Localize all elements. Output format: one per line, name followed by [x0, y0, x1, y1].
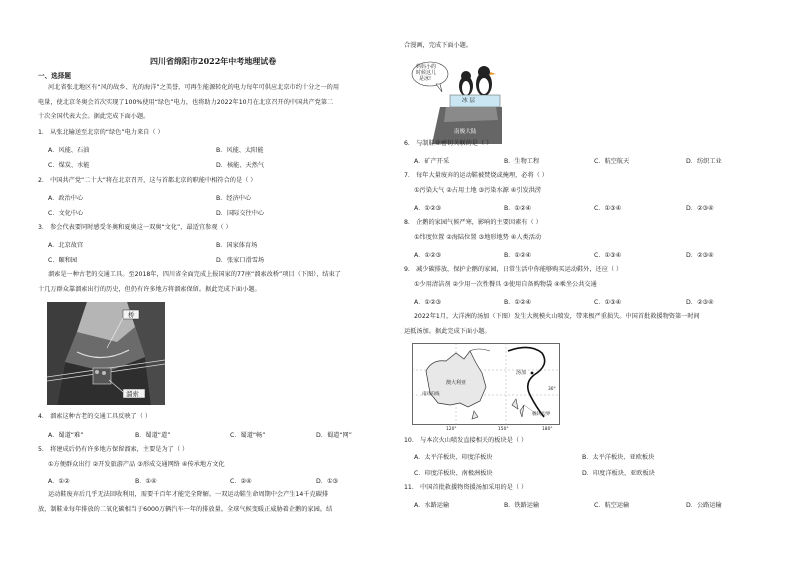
q8-statements: ①纬度位置 ②海陆位置 ③地形地势 ④人类活动: [414, 234, 542, 241]
q2-option-a[interactable]: A．政治中心: [48, 195, 84, 202]
section-heading: 一、选择题: [38, 72, 71, 80]
intro4-line2: 运抵汤加。据此完成下面小题。: [404, 328, 491, 335]
intro2-line1: 溜索是一种古老的交通工具。至2018年，四川省全面完成上报国家的77座“溜索改桥”项目（下图），结束了: [48, 271, 341, 278]
q6-option-c[interactable]: C．航空航天: [594, 158, 630, 165]
q4-option-c[interactable]: C．蜀道“畅”: [230, 432, 266, 439]
intro1-line3: 十次全国代表大会。据此完成下面小题。: [38, 113, 150, 120]
q11-stem: 11． 中国首批救援物资援汤加采用的是（ ）: [404, 484, 528, 491]
photo-label-zipline: 溜索: [126, 390, 139, 398]
q7-statements: ①污染大气 ②占用土地 ③污染水源 ④引发洪涝: [414, 187, 542, 194]
q11-option-c[interactable]: C．航空运输: [594, 502, 630, 509]
q4-stem: 4． 溜索这种古老的交通工具反映了（ ）: [38, 413, 152, 420]
q8-option-c[interactable]: C．①③④: [594, 252, 622, 259]
q6-option-d[interactable]: D．纺织工业: [686, 158, 722, 165]
q7-option-b[interactable]: B．①②④: [504, 205, 532, 212]
intro1-line2: 电量，使北京冬奥会首次实现了100%使用“绿色”电力，也将助力2022年10月在北京召开的中国共产党第二: [38, 99, 334, 106]
q3-option-d[interactable]: D．张家口滑雪场: [216, 257, 265, 264]
penguin-cartoon: [410, 60, 502, 144]
q1-option-d[interactable]: D．核能、天然气: [216, 162, 265, 169]
photo-label-bridge: 桥: [128, 311, 135, 319]
q10-stem: 10． 与本次火山喷发直接相关的板块是（ ）: [404, 437, 528, 444]
q7-stem: 7． 每年大量废弃的运动鞋被焚烧或掩埋，必将（ ）: [404, 172, 548, 179]
q9-option-c[interactable]: C．①③④: [594, 299, 622, 306]
q9-option-d[interactable]: D．②③④: [686, 299, 714, 306]
q10-option-a[interactable]: A．太平洋板块、印度洋板块: [414, 454, 493, 461]
q9-statements: ①少用清洁剂 ②少用一次性餐具 ③使用自备购物袋 ④乘坐公共交通: [414, 281, 597, 288]
q8-option-b[interactable]: B．①②④: [504, 252, 532, 259]
map-label-tonga: 汤加: [516, 370, 527, 376]
q3-option-c[interactable]: C．颐和园: [48, 257, 78, 264]
q11-option-d[interactable]: D．公路运输: [686, 502, 722, 509]
q1-option-b[interactable]: B．风能、太阳能: [216, 147, 264, 154]
intro3-line2: 放，制鞋业每年排放的二氧化碳相当于6000万辆汽车一年的排放量。全球气候变暖正威胁着企鹅的家园。结: [38, 506, 333, 513]
map-lat-label: 30°: [548, 387, 556, 392]
q5-option-c[interactable]: C．②④: [230, 478, 252, 485]
bubble-line3: 是冰!: [419, 76, 432, 82]
q8-option-d[interactable]: D．②③④: [686, 252, 714, 259]
q3-option-b[interactable]: B．国家体育场: [216, 242, 258, 249]
page-title: 四川省绵阳市2022年中考地理试卷: [150, 56, 277, 66]
intro3-line1: 运动鞋废弃后几乎无法回收利用，需要千百年才能完全降解。一双运动鞋生命周期中会产生14千克碳排: [48, 491, 329, 498]
antarctica-label: 南极大陆: [454, 129, 477, 135]
zipline-photo: [47, 302, 165, 405]
q7-option-c[interactable]: C．①③④: [594, 205, 622, 212]
q11-option-b[interactable]: B．铁路运输: [504, 502, 540, 509]
q9-stem: 9． 减少碳排放，保护企鹅的家园，日常生活中你能够购买运动鞋外，还应（ ）: [404, 266, 623, 273]
q9-option-a[interactable]: A．①②③: [414, 299, 442, 306]
intro4-line1: 2022年1月，大洋洲的汤加（下图）发生大规模火山喷发，带来极严重损失。中国首批救援物资第一时间: [414, 313, 700, 320]
ice-layer-label: 冰 层: [462, 98, 475, 104]
map-label-boundary: 板块边界: [532, 412, 551, 417]
right-intro: 合漫画，完成下面小题。: [404, 42, 473, 49]
intro1-line1: 河北省张北地区有“风的故乡、光的海洋”之美誉，可再生能源转化的电力每年可供应北京市约十分之一的用: [48, 84, 340, 91]
q6-option-a[interactable]: A．矿产开采: [414, 158, 450, 165]
q4-option-b[interactable]: B．蜀道“道”: [135, 432, 171, 439]
q5-stem: 5． 将建成后仍有许多地方保留溜索，主要是为了（ ）: [38, 446, 189, 453]
q7-option-a[interactable]: A．①②③: [414, 205, 442, 212]
q2-option-b[interactable]: B．经济中心: [216, 195, 252, 202]
q6-option-b[interactable]: B．生物工程: [504, 158, 540, 165]
q5-option-a[interactable]: A．①②: [48, 478, 70, 485]
q9-option-b[interactable]: B．①②④: [504, 299, 532, 306]
q8-stem: 8． 企鹅的家园气候严寒，影响的主要因素有（ ）: [404, 219, 542, 226]
q5-option-d[interactable]: D．①③: [316, 478, 339, 485]
q3-option-a[interactable]: A．北京故宫: [48, 242, 84, 249]
map-lon-120: 120°: [446, 427, 457, 432]
q2-stem: 2． 中国共产党“二十大”将在北京召开，这与首都北京的职能中相符合的是（ ）: [38, 177, 257, 184]
q2-option-d[interactable]: D．国际交往中心: [216, 210, 265, 217]
intro2-line2: 十几万群众靠溜索出行的历史，但仍有许多地方将溜索保留。据此完成下面小题。: [38, 286, 261, 293]
q1-option-a[interactable]: A．风能、石油: [48, 147, 90, 154]
bubble-line1: 妈妈小的: [416, 64, 437, 70]
q5-statements: ①方便群众出行 ②开发旅游产品 ③形成交通网络 ④传承地方文化: [48, 461, 225, 468]
q2-option-c[interactable]: C．文化中心: [48, 210, 84, 217]
bubble-line2: 时候这儿: [416, 70, 437, 76]
q6-stem: 6． 与制鞋业密切关联的是（ ）: [404, 140, 493, 147]
map-lon-180: 180°: [542, 427, 553, 432]
map-lon-150: 150°: [498, 427, 509, 432]
q1-option-c[interactable]: C．煤炭、水能: [48, 162, 90, 169]
q11-option-a[interactable]: A．水路运输: [414, 502, 450, 509]
q10-option-b[interactable]: B．太平洋板块、亚欧板块: [582, 454, 655, 461]
q4-option-d[interactable]: D．蜀道“网”: [316, 432, 352, 439]
q10-option-d[interactable]: D．印度洋板块、亚欧板块: [582, 470, 655, 477]
q7-option-d[interactable]: D．②③④: [686, 205, 714, 212]
q4-option-a[interactable]: A．蜀道“难”: [48, 432, 84, 439]
oceania-map: [412, 343, 560, 432]
q1-stem: 1． 从张北输送至北京的“绿色”电力来自（ ）: [38, 129, 164, 136]
q3-stem: 3． 参会代表要同时感受冬奥和夏奥这一双奥“文化”，最适宜参观（ ）: [38, 224, 232, 231]
q5-option-b[interactable]: B．①④: [135, 478, 157, 485]
map-tropic-label: 南回归线: [422, 392, 440, 397]
map-label-australia: 澳大利亚: [446, 380, 467, 386]
q8-option-a[interactable]: A．①②③: [414, 252, 442, 259]
q10-option-c[interactable]: C．印度洋板块、南极洲板块: [414, 470, 493, 477]
